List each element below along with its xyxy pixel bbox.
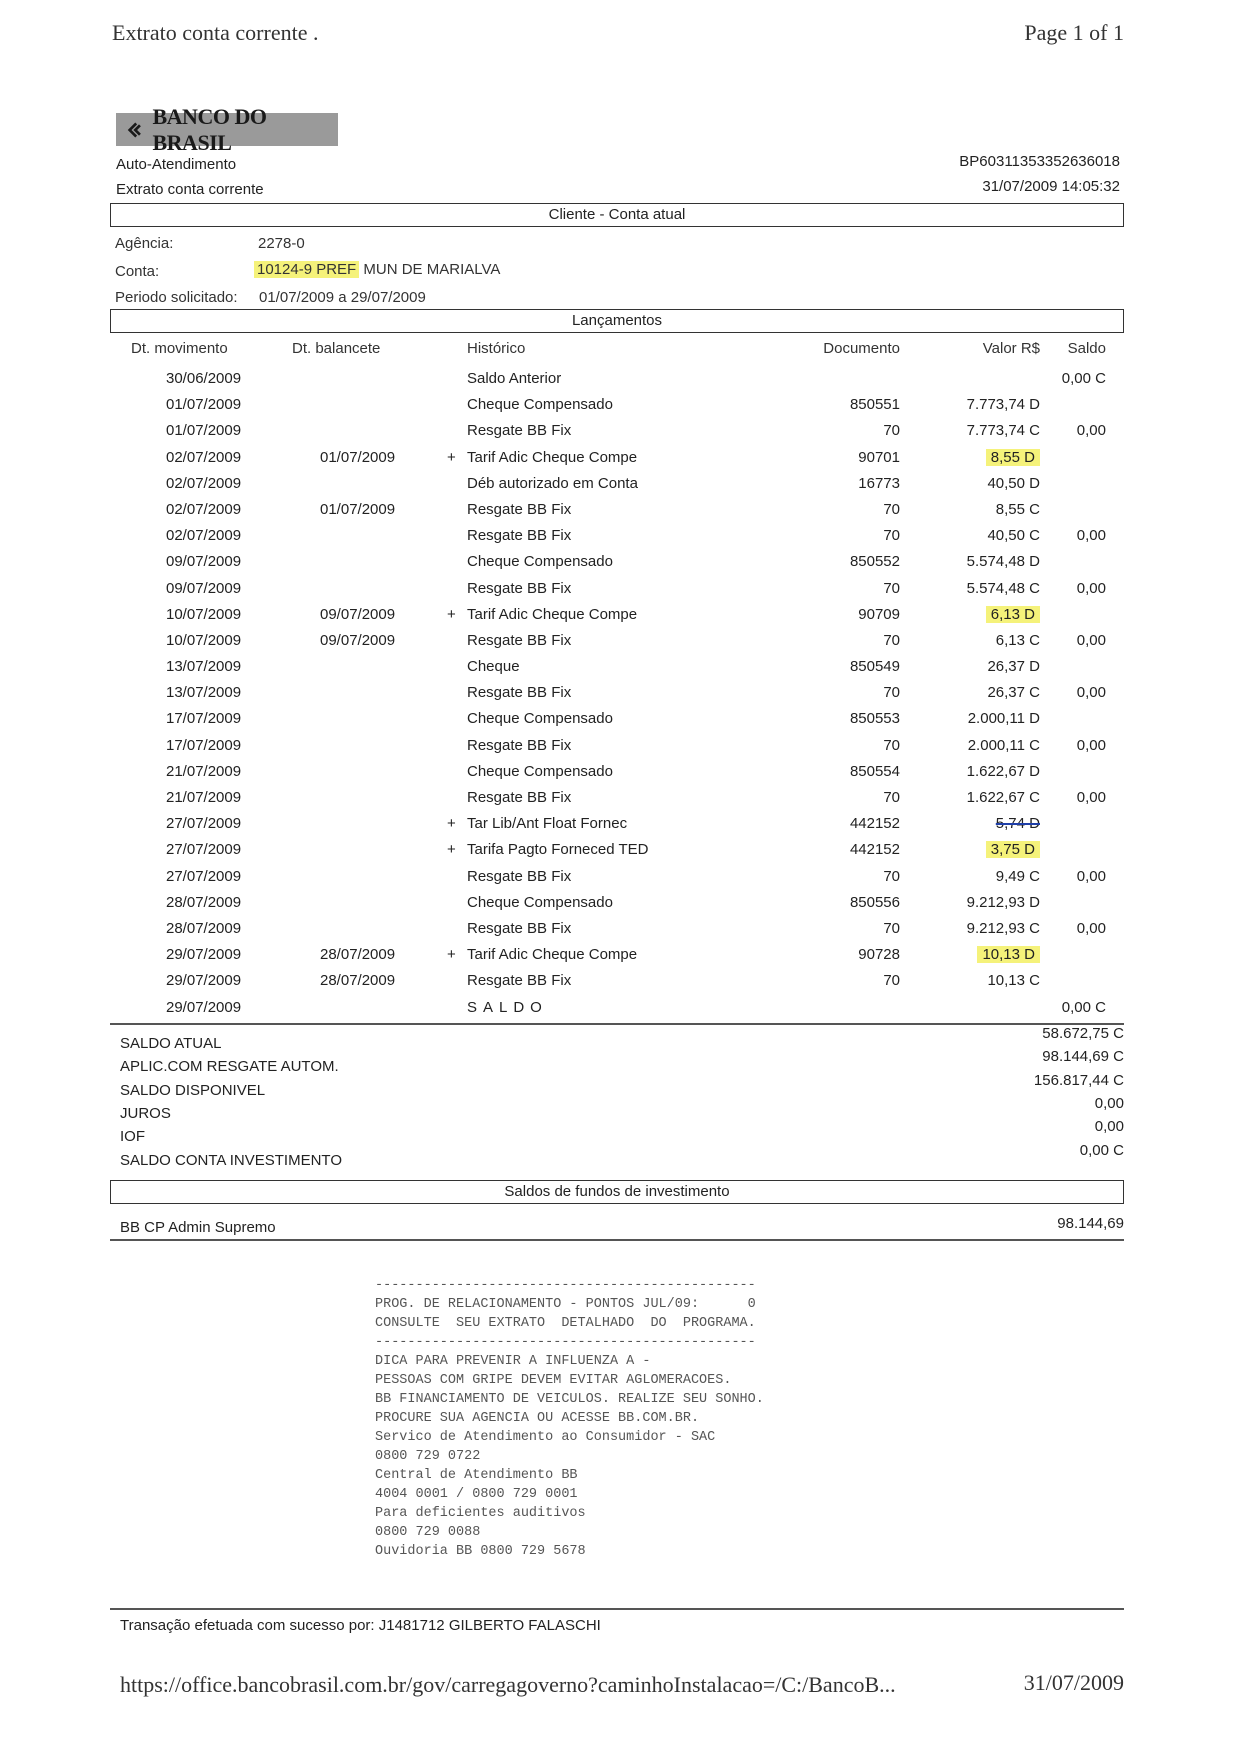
- summary-value: 0,00: [1094, 1118, 1124, 1136]
- account-name: MUN DE MARIALVA: [359, 261, 501, 278]
- summary-label: SALDO ATUAL: [120, 1035, 222, 1052]
- col-saldo: Saldo: [1067, 340, 1106, 357]
- row-dt-movimento: 27/07/2009: [166, 867, 242, 885]
- row-documento: 90728: [858, 946, 900, 964]
- row-documento: 70: [883, 527, 900, 545]
- table-row: [0, 553, 1248, 579]
- channel-label: Auto-Atendimento: [116, 156, 237, 173]
- row-dt-balancete: 09/07/2009: [320, 605, 396, 623]
- table-row: [0, 868, 1248, 894]
- row-saldo: 0,00: [1076, 422, 1106, 440]
- row-dt-movimento: 09/07/2009: [166, 579, 242, 597]
- agency-value: 2278-0: [258, 235, 305, 252]
- table-row: [0, 946, 1248, 972]
- message-line: Servico de Atendimento ao Consumidor - SAC: [375, 1430, 716, 1445]
- row-documento: 442152: [849, 815, 900, 833]
- row-historico: Resgate BB Fix: [467, 789, 572, 806]
- summary-label: APLIC.COM RESGATE AUTOM.: [120, 1058, 339, 1076]
- row-dt-balancete: 01/07/2009: [320, 448, 396, 466]
- row-valor: 7.773,74 C: [966, 422, 1040, 440]
- row-documento: 850556: [849, 893, 900, 911]
- document-id: BP60311353352636018: [959, 153, 1120, 170]
- period-label: Periodo solicitado:: [115, 289, 238, 306]
- summary-value: 0,00: [1094, 1094, 1124, 1112]
- row-dt-movimento: 17/07/2009: [166, 710, 242, 728]
- table-row: [0, 370, 1248, 396]
- row-documento: 850549: [849, 658, 900, 676]
- row-historico: Resgate BB Fix: [467, 579, 572, 597]
- row-saldo: 0,00: [1076, 867, 1106, 885]
- table-row: [0, 632, 1248, 658]
- fund-name: BB CP Admin Supremo: [120, 1219, 276, 1236]
- table-row: [0, 449, 1248, 475]
- row-dt-balancete: 09/07/2009: [320, 631, 396, 649]
- row-dt-movimento: 02/07/2009: [166, 448, 242, 466]
- message-line: -----------------------------------------------: [375, 1278, 756, 1293]
- summary-label: JUROS: [120, 1104, 171, 1122]
- row-historico: SALDO: [467, 998, 548, 1016]
- row-valor: 9,49 C: [995, 867, 1040, 885]
- row-dt-movimento: 10/07/2009: [166, 605, 242, 623]
- table-row: [0, 763, 1248, 789]
- row-documento: 90709: [858, 605, 900, 623]
- row-saldo: 0,00: [1076, 736, 1106, 754]
- row-saldo: 0,00: [1076, 631, 1106, 649]
- message-line: Ouvidoria BB 0800 729 5678: [375, 1544, 586, 1559]
- table-row: [0, 972, 1248, 998]
- row-dt-balancete: 28/07/2009: [320, 972, 396, 990]
- page-url: https://office.bancobrasil.com.br/gov/carregagoverno?caminhoInstalacao=/C:/BancoB...: [120, 1672, 896, 1697]
- table-row: [0, 999, 1248, 1025]
- row-dt-movimento: 29/07/2009: [166, 972, 242, 990]
- table-row: [0, 501, 1248, 527]
- row-dt-movimento: 21/07/2009: [166, 762, 242, 780]
- page-number: Page 1 of 1: [1024, 20, 1124, 45]
- message-line: PROCURE SUA AGENCIA OU ACESSE BB.COM.BR.: [375, 1411, 700, 1426]
- summary-value: 0,00 C: [1079, 1141, 1124, 1159]
- row-plus-marker: +: [447, 605, 456, 623]
- bb-logo-icon: [124, 118, 147, 142]
- row-documento: 70: [883, 422, 900, 440]
- row-historico: Resgate BB Fix: [467, 500, 572, 518]
- row-historico: Cheque Compensado: [467, 762, 613, 780]
- account-highlight: 10124-9 PREF: [254, 261, 359, 278]
- row-valor: 6,13 C: [995, 631, 1040, 649]
- col-dt-movimento: Dt. movimento: [131, 340, 228, 357]
- message-line: -----------------------------------------------: [375, 1335, 756, 1350]
- row-saldo: 0,00 C: [1061, 370, 1106, 387]
- bank-logo: [116, 103, 338, 155]
- row-historico: Tarifa Pagto Forneced TED: [467, 841, 649, 859]
- col-historico: Histórico: [467, 340, 526, 357]
- row-dt-balancete: 28/07/2009: [320, 946, 396, 964]
- row-plus-marker: +: [447, 448, 456, 466]
- table-row: [0, 894, 1248, 920]
- row-valor: 2.000,11 C: [967, 736, 1040, 754]
- row-dt-movimento: 01/07/2009: [166, 396, 242, 414]
- entries-section-bar: Lançamentos: [110, 309, 1124, 333]
- row-dt-movimento: 17/07/2009: [166, 736, 242, 754]
- row-dt-movimento: 21/07/2009: [166, 789, 242, 806]
- summary-label: SALDO CONTA INVESTIMENTO: [120, 1151, 342, 1169]
- row-historico: Tarif Adic Cheque Compe: [467, 946, 638, 964]
- message-line: CONSULTE SEU EXTRATO DETALHADO DO PROGRAMA.: [375, 1316, 756, 1331]
- row-valor: 5.574,48 C: [966, 579, 1040, 597]
- row-historico: Cheque Compensado: [467, 710, 613, 728]
- table-row: [0, 475, 1248, 501]
- row-documento: 70: [883, 500, 900, 518]
- table-row: [0, 789, 1248, 815]
- print-date: 31/07/2009: [1023, 1670, 1124, 1695]
- row-documento: 70: [883, 579, 900, 597]
- table-row: [0, 710, 1248, 736]
- row-dt-movimento: 02/07/2009: [166, 474, 242, 492]
- table-row: [0, 658, 1248, 684]
- row-documento: 70: [883, 684, 900, 702]
- row-saldo: 0,00: [1076, 579, 1106, 597]
- row-documento: 70: [883, 972, 900, 990]
- row-documento: 70: [883, 736, 900, 754]
- message-line: PROG. DE RELACIONAMENTO - PONTOS JUL/09: 0: [375, 1297, 756, 1312]
- fund-value: 98.144,69: [1057, 1215, 1124, 1232]
- row-dt-movimento: 29/07/2009: [166, 998, 242, 1016]
- row-historico: Déb autorizado em Conta: [467, 474, 638, 492]
- row-saldo: 0,00 C: [1061, 998, 1106, 1016]
- row-historico: Cheque Compensado: [467, 893, 613, 911]
- col-valor: Valor R$: [982, 340, 1040, 357]
- period-value: 01/07/2009 a 29/07/2009: [259, 289, 426, 306]
- row-valor: 2.000,11 D: [967, 710, 1040, 728]
- table-row: [0, 737, 1248, 763]
- row-documento: 850553: [849, 710, 900, 728]
- row-historico: Cheque Compensado: [467, 553, 613, 571]
- row-saldo: 0,00: [1076, 684, 1106, 702]
- program-messages: [375, 1276, 764, 1561]
- row-dt-movimento: 28/07/2009: [166, 919, 242, 937]
- row-dt-movimento: 27/07/2009: [166, 815, 242, 833]
- document-title: Extrato conta corrente: [116, 181, 264, 198]
- row-valor: 8,55 C: [995, 500, 1040, 518]
- summary-divider: [110, 1023, 1124, 1025]
- row-historico: Resgate BB Fix: [467, 919, 572, 937]
- col-documento: Documento: [823, 340, 900, 357]
- summary-value: 58.672,75 C: [1042, 1025, 1124, 1042]
- row-dt-movimento: 13/07/2009: [166, 658, 242, 676]
- browser-page-title: Extrato conta corrente .: [112, 20, 319, 45]
- message-line: 4004 0001 / 0800 729 0001: [375, 1487, 578, 1502]
- timestamp: 31/07/2009 14:05:32: [982, 178, 1120, 195]
- agency-label: Agência:: [115, 235, 174, 252]
- row-valor: 9.212,93 D: [966, 893, 1040, 911]
- table-row: [0, 527, 1248, 553]
- row-documento: 70: [883, 789, 900, 806]
- summary-label: IOF: [120, 1128, 145, 1146]
- row-dt-movimento: 02/07/2009: [166, 500, 242, 518]
- row-documento: 70: [883, 631, 900, 649]
- row-valor: 1.622,67 C: [966, 789, 1040, 806]
- row-valor: 6,13 D: [986, 606, 1040, 623]
- client-section-bar: Cliente - Conta atual: [110, 203, 1124, 227]
- row-dt-movimento: 13/07/2009: [166, 684, 242, 702]
- row-valor: 26,37 D: [987, 658, 1040, 676]
- row-saldo: 0,00: [1076, 789, 1106, 806]
- message-line: Para deficientes auditivos: [375, 1506, 586, 1521]
- row-documento: 90701: [858, 448, 900, 466]
- row-historico: Resgate BB Fix: [467, 736, 572, 754]
- footer-divider: [110, 1608, 1124, 1610]
- row-dt-movimento: 28/07/2009: [166, 893, 242, 911]
- funds-divider: [110, 1239, 1124, 1241]
- row-documento: 442152: [849, 841, 900, 859]
- table-row: [0, 606, 1248, 632]
- row-historico: Resgate BB Fix: [467, 527, 572, 545]
- message-line: DICA PARA PREVENIR A INFLUENZA A -: [375, 1354, 651, 1369]
- funds-section-bar: Saldos de fundos de investimento: [110, 1180, 1124, 1204]
- row-documento: 850551: [849, 396, 900, 414]
- row-valor: 10,13 C: [987, 972, 1040, 990]
- message-line: Central de Atendimento BB: [375, 1468, 578, 1483]
- row-valor: 9.212,93 C: [966, 919, 1040, 937]
- row-documento: 70: [883, 867, 900, 885]
- row-plus-marker: +: [447, 815, 456, 833]
- row-documento: 70: [883, 919, 900, 937]
- row-historico: Resgate BB Fix: [467, 684, 572, 702]
- row-historico: Saldo Anterior: [467, 370, 562, 387]
- row-dt-movimento: 10/07/2009: [166, 631, 242, 649]
- row-historico: Cheque Compensado: [467, 396, 613, 414]
- row-historico: Resgate BB Fix: [467, 422, 572, 440]
- bank-name: BANCO DO BRASIL: [152, 103, 267, 155]
- table-row: [0, 815, 1248, 841]
- row-historico: Tar Lib/Ant Float Fornec: [467, 815, 628, 833]
- message-line: 0800 729 0088: [375, 1525, 481, 1540]
- entries-list: [0, 370, 1248, 1025]
- summary-value: 98.144,69 C: [1042, 1048, 1124, 1066]
- row-saldo: 0,00: [1076, 919, 1106, 937]
- row-documento: 850552: [849, 553, 900, 571]
- transaction-status: Transação efetuada com sucesso por: J1481712 GILBERTO FALASCHI: [120, 1617, 601, 1634]
- col-dt-balancete: Dt. balancete: [292, 340, 381, 357]
- row-dt-movimento: 30/06/2009: [166, 370, 242, 387]
- row-valor: 1.622,67 D: [966, 762, 1040, 780]
- message-line: 0800 729 0722: [375, 1449, 481, 1464]
- row-dt-balancete: 01/07/2009: [320, 500, 396, 518]
- row-historico: Tarif Adic Cheque Compe: [467, 605, 638, 623]
- row-valor: 5.574,48 D: [966, 553, 1040, 571]
- row-dt-movimento: 27/07/2009: [166, 841, 242, 859]
- table-row: [0, 684, 1248, 710]
- table-row: [0, 580, 1248, 606]
- table-row: [0, 841, 1248, 867]
- row-historico: Cheque: [467, 658, 520, 676]
- row-documento: 850554: [849, 762, 900, 780]
- row-dt-movimento: 09/07/2009: [166, 553, 242, 571]
- row-valor: 10,13 D: [977, 946, 1040, 963]
- message-line: PESSOAS COM GRIPE DEVEM EVITAR AGLOMERACOES.: [375, 1373, 732, 1388]
- row-historico: Resgate BB Fix: [467, 867, 572, 885]
- row-valor: 40,50 D: [987, 474, 1040, 492]
- row-plus-marker: +: [447, 946, 456, 964]
- account-label: Conta:: [115, 263, 160, 280]
- row-dt-movimento: 01/07/2009: [166, 422, 242, 440]
- row-plus-marker: +: [447, 841, 456, 859]
- summary-value: 156.817,44 C: [1033, 1071, 1124, 1089]
- table-row: [0, 422, 1248, 448]
- row-valor: 7.773,74 D: [966, 396, 1040, 414]
- row-documento: 16773: [858, 474, 900, 492]
- account-value: [254, 261, 500, 278]
- table-row: [0, 920, 1248, 946]
- message-line: BB FINANCIAMENTO DE VEICULOS. REALIZE SEU SONHO.: [375, 1392, 764, 1407]
- row-valor: 5,74 D: [995, 815, 1040, 833]
- row-saldo: 0,00: [1076, 527, 1106, 545]
- row-historico: Resgate BB Fix: [467, 631, 572, 649]
- row-dt-movimento: 02/07/2009: [166, 527, 242, 545]
- table-row: [0, 396, 1248, 422]
- summary-label: SALDO DISPONIVEL: [120, 1081, 266, 1099]
- row-valor: 40,50 C: [987, 527, 1040, 545]
- row-historico: Resgate BB Fix: [467, 972, 572, 990]
- row-dt-movimento: 29/07/2009: [166, 946, 242, 964]
- row-valor: 26,37 C: [987, 684, 1040, 702]
- row-valor: 8,55 D: [986, 449, 1040, 466]
- row-valor: 3,75 D: [986, 841, 1040, 858]
- row-historico: Tarif Adic Cheque Compe: [467, 448, 638, 466]
